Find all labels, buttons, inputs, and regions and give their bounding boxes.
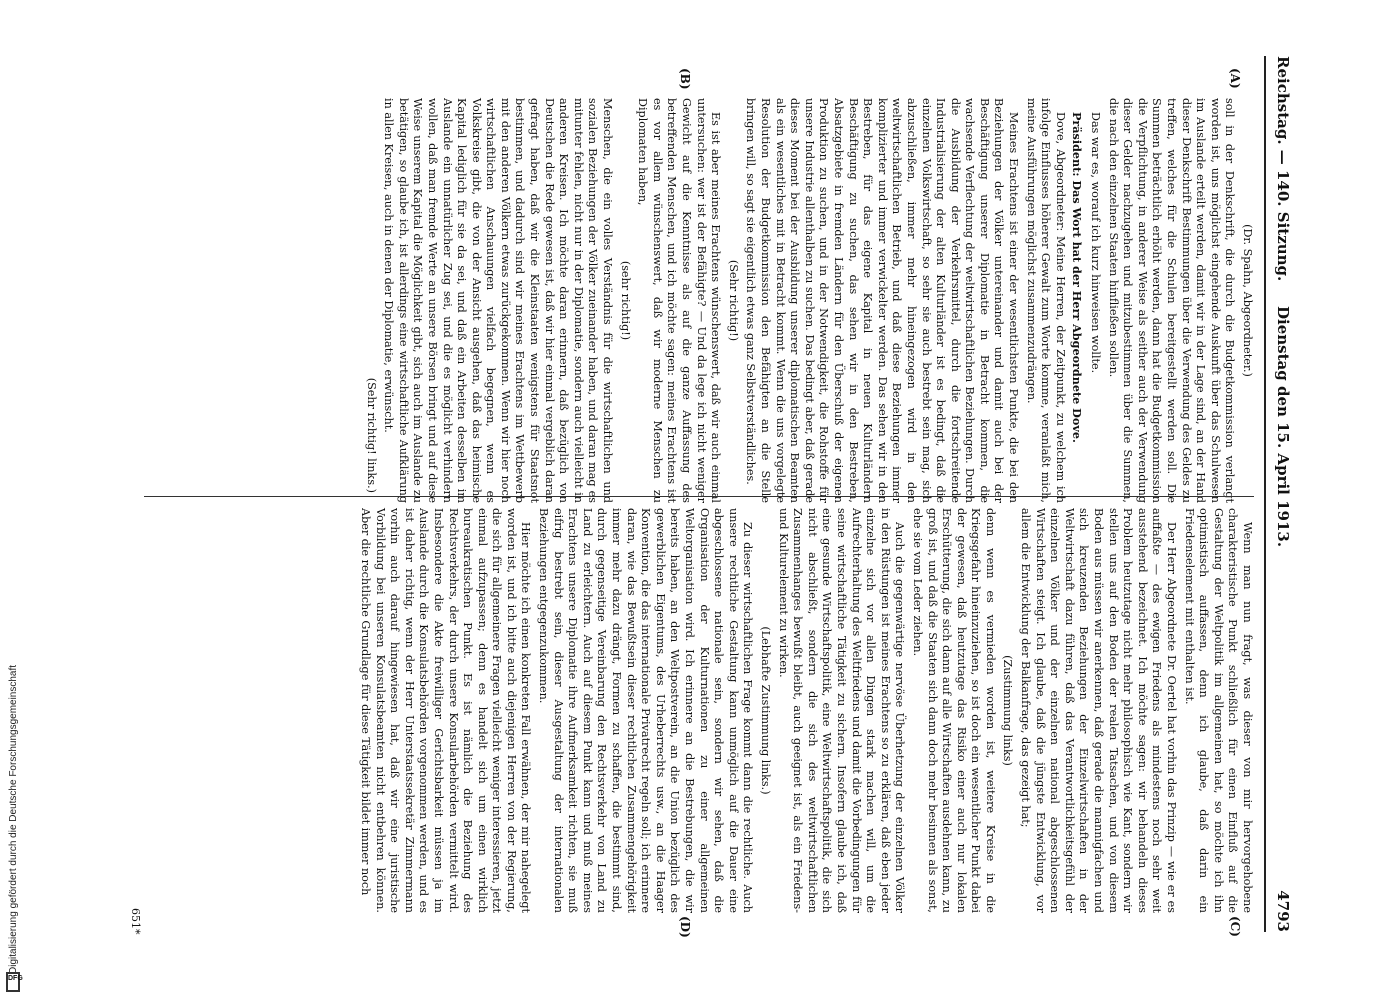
interjection: (Zustimmung links) [1001,655,1015,766]
paragraph: denn wenn es vermieden worden ist, weitere Kreise in die Kriegsgefahr hineinzuziehen, so ist doch ein wesentlicher Punkt dabei der gewesen, daß heutzutage das Risiko einer auch nur lokalen Erschütterung, die sich dann auf alle Wirtschaften ausdehnen kann, zu groß ist, und daß die Staaten sich dann doch mehr besinnen als sonst, ehe sie vom Leder ziehen. [910,508,997,913]
paragraph: Es ist aber meines Erachtens wünschenswert, daß wir auch einmal untersuchen: wer ist der Befähigte? — Und da lege ich nicht weniger Gewicht auf die Kenntnisse als auf die ganze Auffassung des betreffenden Menschen, und ich möchte sagen: meines Erachtens ist es vor allem wünschenswert, daß wir moderne Menschen zu Diplomaten haben, [636,98,723,503]
speaker-intro: (Dr. Spahn, Abgeordneter.) [1241,224,1254,377]
margin-marker-d: (D) [678,916,692,938]
right-column [354,508,1254,913]
paragraph: Auch die gegenwärtige nervöse Überhetzung der einzelnen Völker in den Rüstungen ist meines Erachtens so zu erklären, daß eben jeder einzelne sich vor allen Dingen stark machen will, um die Aufrechterhaltung des Weltfriedens und damit die Vorbedingungen für seine wirtschaftliche Tätigkeit zu sichern. Insofern glaube ich, daß eine gesunde Wirtschaftspolitik, eine Weltwirtschaftspolitik, die sich nicht abschließt, sondern die sich des weltwirtschaftlichen Zusammenhanges bewußt bleibt, auch geeignet ist, als ein Friedens- und Kulturelement zu wirken. [776,508,907,913]
digitization-credit [8,12,24,974]
paragraph: Zu dieser wirtschaftlichen Frage kommt dann die rechtliche. Auch unsere rechtliche Gestaltung kann unmöglich auf die Dauer eine abgeschlossene nationale sein, sondern wir sehen, daß die Organisation der Kulturnationen zu einer allgemeinen Weltorganisation wird. Ich erinnere an die Bestrebungen, die wir bereits haben, an den Weltpostverein, an die Union bezüglich des gewerblichen Eigentums, des Urheberrechts usw., an die Haager Konvention, die das internationale Privatrecht regeln soll; ich erinnere daran, wie das Bewußtsein dieser rechtlichen Zusammengehörigkeit immer mehr dazu drängt, Formen zu schaffen, die bestimmt sind, durch gegenseitige Vereinbarung den Rechtsverkehr von Land zu Land zu erleichtern. Auch auf diesem Punkt kann und muß meines Erachtens unsere Diplomatie ihre Aufmerksamkeit richten, sie muß eifrig bestrebt sein, dieser Ausgestaltung der internationalen Beziehungen entgegenzukommen. [537,508,755,913]
running-header [1268,56,1292,932]
paragraph: Hier möchte ich einen konkreten Fall erwähnen, der mir nahegelegt worden ist, und ich bitte auch diejenigen Herren von der Regierung, die sich für allgemeinere Fragen vielleicht weniger interessieren, jetzt einmal aufzupassen; denn es handelt sich um einen wirklich bureaukratischen Punkt. Es ist nämlich die Beziehung des Rechtsverkehrs, der durch unsere Konsularbehörden vermittelt wird. Insbesondere die Akte freiwilliger Gerichtsbarkeit müssen ja im Auslande durch die Konsulatsbehörden vorgenommen werden, und es ist daher richtig, wenn der Herr Unterstaatssekretär Zimmermann vorhin auch darauf hingewiesen hat, daß wir eine juristische Vorbildung bei unseren Konsulatsbeamten nicht entbehren können. Aber die rechtliche Grundlage für diese Tätigkeit bildet immer noch [358,508,533,913]
margin-marker-a: (A) [1228,68,1242,89]
paragraph: Wenn man nun fragt, was dieser von mir hervorgehobene charakteristische Punkt schließlich für einen Einfluß auf die Gestaltung der Weltpolitik im allgemeinen hat, so möchte ich ihn optimistisch auffassen, denn ich glaube, daß darin ein Friedenselement mit enthalten ist. [1182,508,1254,913]
paragraph: Menschen, die ein volles Verständnis für die wirtschaftlichen und sozialen Beziehungen der Völker zueinander haben, und daran mag es mitunter fehlen, nicht nur in der Diplomatie, sondern auch vielleicht in anderen Kreisen. Ich möchte daran erinnern, daß bezüglich von Deutschen die Rede gewesen ist, daß wir hier einmal vergeblich daran gefragt haben, daß wir die Kleinstaaten wenigstens für Staatsnot bestimmen, und dadurch sind wir meines Erachtens im Wettbewerb mit den anderen Völkern etwas zurückgekommen. Wenn wir hier noch wirtschaftlichen Anschauungen vielfach begegnen, wenn es Volkskreise gibt, die von der Ansicht ausgehen, daß das heimische Kapital lediglich für sie da sei, und daß ein Arbeiten desselben im Auslande ein unnatürlicher Zug sei, und die es möglicht verhindern wollen, daß man fremde Werte an unsere Börsen bringt und auf diese Weise unserem Kapital die Möglichkeit gibt, sich auch im Auslande zu betätigen, so glaube ich, ist allerdings eine wirtschaftliche Aufklärung in allen Kreisen, auch in denen der Diplomatie, erwünscht. [382,98,615,503]
left-column [360,98,1254,503]
interjection: (sehr richtig!) [618,260,632,341]
column-divider [144,496,1254,497]
header-left: Reichstag. — 140. Sitzung. [1274,56,1292,282]
credit-text: Digitalisierung gefördert durch die Deutsche Forschungsgemeinschaft [8,664,19,974]
paragraph: Der Herr Abgeordnete Dr. Oertel hat vorhin das Prinzip — wie er es auffaßte — des ewigen Friedens als mindestens noch sehr weit ausstehend bezeichnet. Ich möchte sagen: wir behandeln dieses Problem heutzutage nicht mehr philosophisch wie Kant, sondern wir stellen uns auf den Boden der realen Tatsachen, und von diesem Boden aus müssen wir anerkennen, daß gerade die mannigfachen und sich kreuzenden Beziehungen der Einzelwirtschaften in der Weltwirtschaft dazu führen, daß das Verantwortlichkeitsgefühl der einzelnen Völker und der einzelnen national abgeschlossenen Wirtschaften steigt. Ich glaube, daß die jüngste Entwicklung, vor allem die Entwicklung der Balkanfrage, das gezeigt hat; [1019,508,1179,913]
margin-marker-c: (C) [1228,916,1242,937]
margin-marker-b: (B) [678,68,692,90]
paragraph: Dove, Abgeordneter: Meine Herren, der Zeitpunkt, zu welchem ich infolge Einflusses höherer Gewalt zum Worte komme, veranlaßt mich, meine Ausführungen möglichst zusammenzudrängen. [1024,98,1067,503]
paragraph: Meines Erachtens ist einer der wesentlichsten Punkte, die bei den Beziehungen der Völker untereinander und damit auch bei der Beschäftigung unserer Diplomatie in Betracht kommen, die wachsende Verflechtung der weltwirtschaftlichen Beziehungen. Durch die Ausbildung der Verkehrsmittel, durch die fortschreitende Industrialisierung der alten Kulturländer ist es bedingt, daß die einzelnen Volkswirtschaft, so sehr sie auch bestrebt sein mag, sich abzuschließen, immer mehr hineingezogen wird in den weltwirtschaftlichen Betrieb, und daß diese Beziehungen immer komplizierter und immer verwickelter werden. Das sehen wir in den Bestreben, für das eigene Kapital in neuen Kulturländern Beschäftigung zu suchen, das sehen wir in den Bestreben, Absatzgebiete in fremden Ländern für den Überschuß der eigenen Produktion zu suchen, und in der Notwendigkeit, die Rohstoffe für unsere Industrie allenthalben zu suchen. Das bedingt aber, daß gerade dieses Moment bei der Ausbildung unserer diplomatischen Beamten als ein wesentliches mit in Betracht kommt. Wenn die uns vorgelegte Resolution der Budgetkommission den Befähigten an die Stelle bringen will, so sagt sie eigentlich etwas ganz Selbstverständliches. [744,98,1021,503]
paragraph: soll in der Denkschrift, die durch die Budgetkommission verlangt worden ist, uns möglichst eingehende Auskunft über das Schulwesen im Auslande erteilt werden, damit wir in der Lage sind, an der Hand dieser Denkschrift Bestimmungen über die Verwendung des Geldes zu treffen, welches für die Schulen bereitgestellt werden soll. Die Summen beträchtlich erhöht werden, dann hat die Budgetkommission die Verpflichtung, in anderer Weise als seither auch der Verwendung dieser Gelder nachzugehen und mitzubestimmen über die Summen, die nach den einzelnen Staaten hinfließen sollen. [1106,98,1237,503]
scanned-page [110,28,1302,960]
header-rule [1264,56,1266,932]
page-number: 4793 [1274,890,1292,932]
paragraph: Das war es, worauf ich kurz hinweisen wollte. [1089,112,1103,374]
rotated-page-content [110,28,1302,960]
dfg-logo-icon: DFG [6,972,20,992]
header-date: Dienstag den 15. April 1913. [1274,306,1292,548]
interjection: (Sehr richtig! links.) [364,377,378,493]
signature-mark: 651* [129,908,142,935]
interjection: (Sehr richtig!) [726,259,740,342]
interjection: (Lebhafte Zustimmung links.) [759,626,772,795]
president-remark: Präsident: Das Wort hat der Herr Abgeordnete Dove. [1070,112,1085,443]
